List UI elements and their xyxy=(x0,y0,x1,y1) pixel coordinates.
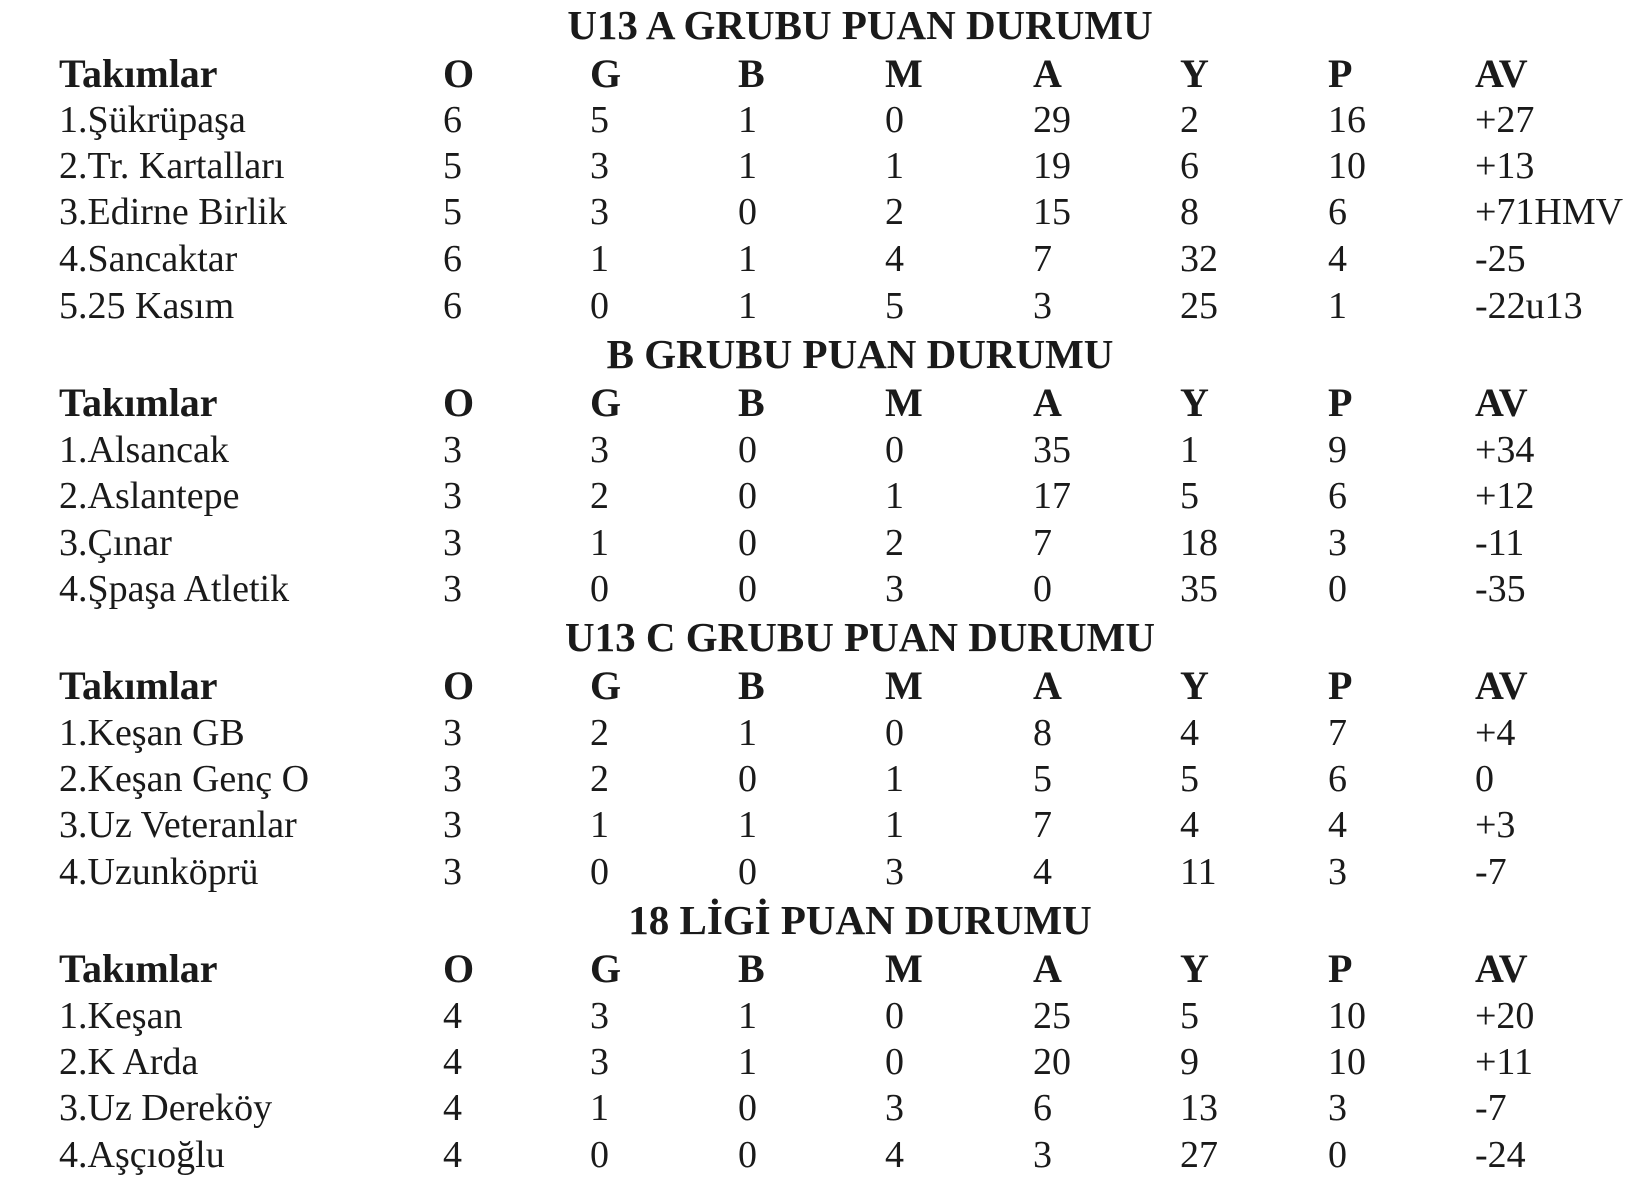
cell-b: 0 xyxy=(738,1087,757,1129)
cell-y: 5 xyxy=(1180,758,1199,800)
table-row xyxy=(0,236,1647,282)
team-name: 1.Keşan GB xyxy=(59,712,245,754)
cell-av: -24 xyxy=(1475,1134,1526,1176)
cell-av: -22u13 xyxy=(1475,285,1583,327)
cell-o: 6 xyxy=(443,99,462,141)
cell-m: 1 xyxy=(885,758,904,800)
cell-av: +11 xyxy=(1475,1041,1534,1083)
cell-p: 3 xyxy=(1328,851,1347,893)
cell-g: 1 xyxy=(590,238,609,280)
cell-a: 8 xyxy=(1033,712,1052,754)
cell-y: 32 xyxy=(1180,238,1218,280)
cell-p: 9 xyxy=(1328,429,1347,471)
cell-av: +13 xyxy=(1475,145,1535,187)
cell-o: 6 xyxy=(443,285,462,327)
cell-m: 3 xyxy=(885,1087,904,1129)
cell-b: 1 xyxy=(738,145,757,187)
cell-g: 2 xyxy=(590,475,609,517)
cell-p: 10 xyxy=(1328,1041,1366,1083)
header-g: G xyxy=(590,51,622,96)
team-name: 1.Alsancak xyxy=(59,429,229,471)
cell-b: 0 xyxy=(738,475,757,517)
header-m: M xyxy=(885,946,923,991)
cell-g: 1 xyxy=(590,1087,609,1129)
cell-a: 20 xyxy=(1033,1041,1071,1083)
cell-o: 3 xyxy=(443,804,462,846)
cell-m: 0 xyxy=(885,1041,904,1083)
table-row xyxy=(0,143,1647,189)
cell-b: 1 xyxy=(738,238,757,280)
cell-g: 0 xyxy=(590,1134,609,1176)
cell-a: 0 xyxy=(1033,568,1052,610)
table-row xyxy=(0,427,1647,473)
cell-g: 3 xyxy=(590,145,609,187)
cell-av: +34 xyxy=(1475,429,1535,471)
header-a: A xyxy=(1033,946,1062,991)
cell-m: 1 xyxy=(885,804,904,846)
team-name: 3.Uz Veteranlar xyxy=(59,804,297,846)
table-row xyxy=(0,849,1647,895)
cell-m: 1 xyxy=(885,475,904,517)
table-row xyxy=(0,1132,1647,1178)
cell-av: -35 xyxy=(1475,568,1526,610)
cell-g: 3 xyxy=(590,429,609,471)
cell-b: 0 xyxy=(738,522,757,564)
cell-y: 9 xyxy=(1180,1041,1199,1083)
table-title: U13 C GRUBU PUAN DURUMU xyxy=(565,614,1155,660)
cell-b: 0 xyxy=(738,568,757,610)
header-teams: Takımlar xyxy=(59,51,218,96)
header-o: O xyxy=(443,946,475,991)
header-av: AV xyxy=(1475,380,1528,425)
cell-av: +20 xyxy=(1475,995,1535,1037)
cell-m: 0 xyxy=(885,995,904,1037)
cell-b: 1 xyxy=(738,995,757,1037)
cell-g: 3 xyxy=(590,191,609,233)
cell-y: 35 xyxy=(1180,568,1218,610)
cell-b: 0 xyxy=(738,758,757,800)
cell-m: 0 xyxy=(885,99,904,141)
cell-a: 3 xyxy=(1033,285,1052,327)
table-row xyxy=(0,189,1647,235)
team-name: 4.Şpaşa Atletik xyxy=(59,568,290,610)
header-p: P xyxy=(1328,663,1353,708)
cell-a: 7 xyxy=(1033,804,1052,846)
header-o: O xyxy=(443,663,475,708)
header-g: G xyxy=(590,946,622,991)
header-teams: Takımlar xyxy=(59,663,218,708)
cell-o: 4 xyxy=(443,1134,462,1176)
header-b: B xyxy=(738,946,765,991)
cell-g: 0 xyxy=(590,851,609,893)
cell-o: 4 xyxy=(443,1087,462,1129)
table-header-row xyxy=(0,380,1647,426)
header-av: AV xyxy=(1475,946,1528,991)
cell-a: 25 xyxy=(1033,995,1071,1037)
cell-y: 1 xyxy=(1180,429,1199,471)
cell-a: 5 xyxy=(1033,758,1052,800)
team-name: 1.Şükrüpaşa xyxy=(59,99,246,141)
cell-p: 10 xyxy=(1328,995,1366,1037)
header-p: P xyxy=(1328,946,1353,991)
cell-p: 16 xyxy=(1328,99,1366,141)
cell-b: 1 xyxy=(738,285,757,327)
team-name: 1.Keşan xyxy=(59,995,183,1037)
cell-av: +3 xyxy=(1475,804,1516,846)
cell-p: 1 xyxy=(1328,285,1347,327)
header-a: A xyxy=(1033,380,1062,425)
cell-o: 3 xyxy=(443,758,462,800)
table-row xyxy=(0,1039,1647,1085)
table-row xyxy=(0,710,1647,756)
cell-p: 4 xyxy=(1328,238,1347,280)
header-g: G xyxy=(590,663,622,708)
cell-y: 27 xyxy=(1180,1134,1218,1176)
cell-a: 35 xyxy=(1033,429,1071,471)
cell-p: 6 xyxy=(1328,191,1347,233)
cell-a: 7 xyxy=(1033,522,1052,564)
header-p: P xyxy=(1328,380,1353,425)
header-y: Y xyxy=(1180,663,1209,708)
cell-av: -25 xyxy=(1475,238,1526,280)
cell-a: 4 xyxy=(1033,851,1052,893)
cell-b: 0 xyxy=(738,851,757,893)
header-p: P xyxy=(1328,51,1353,96)
header-a: A xyxy=(1033,51,1062,96)
cell-y: 4 xyxy=(1180,712,1199,754)
cell-g: 0 xyxy=(590,285,609,327)
team-name: 3.Uz Dereköy xyxy=(59,1087,273,1129)
table-row xyxy=(0,1085,1647,1131)
cell-a: 3 xyxy=(1033,1134,1052,1176)
cell-av: +71HMV xyxy=(1475,191,1624,233)
cell-a: 19 xyxy=(1033,145,1071,187)
cell-y: 25 xyxy=(1180,285,1218,327)
cell-m: 3 xyxy=(885,568,904,610)
header-teams: Takımlar xyxy=(59,380,218,425)
header-y: Y xyxy=(1180,946,1209,991)
table-row xyxy=(0,283,1647,329)
table-title: U13 A GRUBU PUAN DURUMU xyxy=(567,2,1153,48)
cell-p: 6 xyxy=(1328,758,1347,800)
cell-a: 29 xyxy=(1033,99,1071,141)
header-av: AV xyxy=(1475,663,1528,708)
cell-a: 17 xyxy=(1033,475,1071,517)
cell-p: 4 xyxy=(1328,804,1347,846)
cell-o: 6 xyxy=(443,238,462,280)
header-o: O xyxy=(443,51,475,96)
cell-g: 2 xyxy=(590,758,609,800)
cell-m: 2 xyxy=(885,522,904,564)
cell-b: 0 xyxy=(738,1134,757,1176)
cell-a: 15 xyxy=(1033,191,1071,233)
cell-av: -7 xyxy=(1475,851,1507,893)
cell-av: +12 xyxy=(1475,475,1535,517)
header-av: AV xyxy=(1475,51,1528,96)
cell-g: 3 xyxy=(590,995,609,1037)
cell-o: 5 xyxy=(443,191,462,233)
cell-m: 0 xyxy=(885,712,904,754)
cell-y: 2 xyxy=(1180,99,1199,141)
cell-o: 3 xyxy=(443,429,462,471)
cell-p: 0 xyxy=(1328,568,1347,610)
cell-g: 5 xyxy=(590,99,609,141)
table-row xyxy=(0,566,1647,612)
team-name: 5.25 Kasım xyxy=(59,285,235,327)
cell-y: 5 xyxy=(1180,475,1199,517)
table-header-row xyxy=(0,946,1647,992)
team-name: 2.Aslantepe xyxy=(59,475,240,517)
team-name: 2.Tr. Kartalları xyxy=(59,145,285,187)
team-name: 3.Edirne Birlik xyxy=(59,191,287,233)
cell-a: 6 xyxy=(1033,1087,1052,1129)
cell-y: 18 xyxy=(1180,522,1218,564)
table-row xyxy=(0,756,1647,802)
cell-y: 6 xyxy=(1180,145,1199,187)
table-row xyxy=(0,473,1647,519)
header-teams: Takımlar xyxy=(59,946,218,991)
cell-g: 1 xyxy=(590,804,609,846)
cell-p: 0 xyxy=(1328,1134,1347,1176)
cell-b: 1 xyxy=(738,804,757,846)
team-name: 2.Keşan Genç O xyxy=(59,758,310,800)
header-b: B xyxy=(738,663,765,708)
cell-o: 5 xyxy=(443,145,462,187)
header-m: M xyxy=(885,51,923,96)
cell-o: 4 xyxy=(443,995,462,1037)
table-row xyxy=(0,520,1647,566)
team-name: 4.Aşçıoğlu xyxy=(59,1134,225,1176)
table-header-row xyxy=(0,663,1647,709)
cell-p: 7 xyxy=(1328,712,1347,754)
cell-m: 4 xyxy=(885,1134,904,1176)
table-title: 18 LİGİ PUAN DURUMU xyxy=(628,897,1092,943)
table-header-row xyxy=(0,51,1647,97)
cell-o: 3 xyxy=(443,851,462,893)
cell-av: -11 xyxy=(1475,522,1525,564)
cell-y: 5 xyxy=(1180,995,1199,1037)
cell-y: 11 xyxy=(1180,851,1217,893)
cell-b: 0 xyxy=(738,429,757,471)
table-row xyxy=(0,993,1647,1039)
header-o: O xyxy=(443,380,475,425)
cell-g: 3 xyxy=(590,1041,609,1083)
team-name: 4.Sancaktar xyxy=(59,238,238,280)
header-y: Y xyxy=(1180,51,1209,96)
header-m: M xyxy=(885,663,923,708)
header-m: M xyxy=(885,380,923,425)
header-b: B xyxy=(738,51,765,96)
cell-p: 10 xyxy=(1328,145,1366,187)
header-g: G xyxy=(590,380,622,425)
cell-o: 3 xyxy=(443,522,462,564)
cell-o: 3 xyxy=(443,475,462,517)
cell-y: 8 xyxy=(1180,191,1199,233)
header-y: Y xyxy=(1180,380,1209,425)
cell-m: 4 xyxy=(885,238,904,280)
cell-av: +27 xyxy=(1475,99,1535,141)
cell-m: 1 xyxy=(885,145,904,187)
cell-g: 2 xyxy=(590,712,609,754)
team-name: 3.Çınar xyxy=(59,522,172,564)
table-title: B GRUBU PUAN DURUMU xyxy=(606,331,1114,377)
cell-b: 1 xyxy=(738,99,757,141)
header-a: A xyxy=(1033,663,1062,708)
cell-m: 3 xyxy=(885,851,904,893)
cell-o: 3 xyxy=(443,712,462,754)
cell-p: 6 xyxy=(1328,475,1347,517)
cell-p: 3 xyxy=(1328,522,1347,564)
cell-m: 2 xyxy=(885,191,904,233)
cell-m: 5 xyxy=(885,285,904,327)
cell-o: 3 xyxy=(443,568,462,610)
cell-y: 4 xyxy=(1180,804,1199,846)
cell-av: +4 xyxy=(1475,712,1516,754)
header-b: B xyxy=(738,380,765,425)
cell-g: 1 xyxy=(590,522,609,564)
cell-a: 7 xyxy=(1033,238,1052,280)
cell-av: -7 xyxy=(1475,1087,1507,1129)
cell-o: 4 xyxy=(443,1041,462,1083)
cell-av: 0 xyxy=(1475,758,1494,800)
cell-b: 1 xyxy=(738,1041,757,1083)
cell-b: 1 xyxy=(738,712,757,754)
cell-g: 0 xyxy=(590,568,609,610)
table-row xyxy=(0,802,1647,848)
team-name: 4.Uzunköprü xyxy=(59,851,259,893)
cell-b: 0 xyxy=(738,191,757,233)
table-row xyxy=(0,97,1647,143)
cell-p: 3 xyxy=(1328,1087,1347,1129)
cell-m: 0 xyxy=(885,429,904,471)
team-name: 2.K Arda xyxy=(59,1041,199,1083)
cell-y: 13 xyxy=(1180,1087,1218,1129)
